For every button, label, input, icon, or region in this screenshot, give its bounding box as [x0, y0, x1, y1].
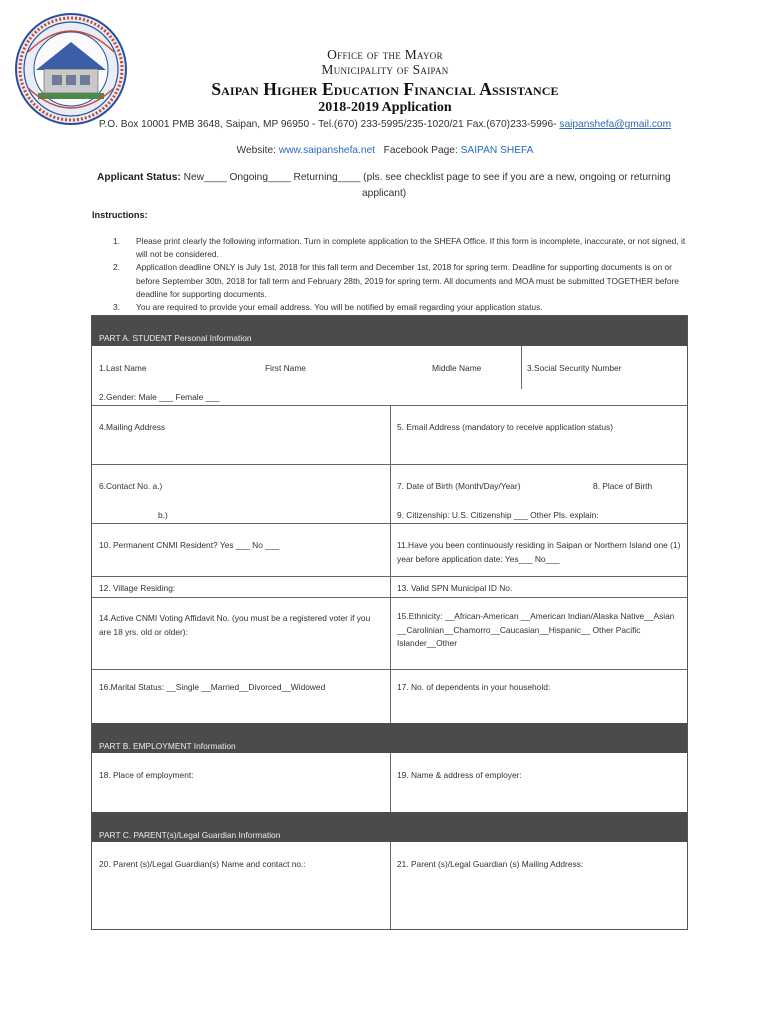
employer-field[interactable]: 19. Name & address of employer: — [397, 770, 522, 780]
website-line — [0, 145, 770, 156]
part-b-header: PART B. EMPLOYMENT Information — [92, 723, 687, 753]
facebook-label: Facebook Page: — [383, 145, 461, 156]
application-year: 2018-2019 Application — [318, 100, 452, 115]
place-of-birth-field[interactable]: 8. Place of Birth — [593, 481, 653, 491]
first-name-field[interactable]: First Name — [265, 363, 306, 373]
email-link[interactable]: saipanshefa@gmail.com — [559, 119, 672, 130]
office-of-mayor-heading: Office of the Mayor — [327, 47, 443, 62]
parent-name-field[interactable]: 20. Parent (s)/Legal Guardian(s) Name and contact no.: — [99, 859, 306, 869]
contact-number-b-field[interactable]: b.) — [158, 510, 168, 520]
dependents-field[interactable]: 17. No. of dependents in your household: — [397, 682, 551, 692]
contact-address: P.O. Box 10001 PMB 3648, Saipan, MP 96950 - Tel.(670) 233-5995/235-1020/21 Fax.(670)233-5996- — [98, 119, 560, 130]
applicant-status-options: New____ Ongoing____ Returning____ (pls. see checklist page to see if you are a new, ongoing or returning — [183, 172, 671, 183]
applicant-status-continuation: applicant) — [362, 188, 407, 199]
last-name-field[interactable]: 1.Last Name — [99, 363, 147, 373]
list-item: 1. Please print clearly the following information. Turn in complete application to the SHEFA Office. If this form is incomplete, inaccurate, or not signed, it will not be considered. — [113, 236, 686, 260]
middle-name-field[interactable]: Middle Name — [432, 363, 482, 373]
date-of-birth-field[interactable]: 7. Date of Birth (Month/Day/Year) — [397, 481, 521, 491]
website-link[interactable]: www.saipanshefa.net — [278, 145, 376, 156]
residing-field[interactable]: 11.Have you been continuously residing in Saipan or Northern Island one (1) year before application date: Yes___ No___ — [397, 540, 681, 564]
gender-field[interactable]: 2.Gender: Male ___ Female ___ — [99, 392, 220, 402]
program-title: Saipan Higher Education Financial Assistance — [211, 79, 559, 99]
permanent-resident-field[interactable]: 10. Permanent CNMI Resident? Yes ___ No ___ — [99, 540, 280, 550]
spn-id-field[interactable]: 13. Valid SPN Municipal ID No. — [397, 583, 513, 593]
instructions-list — [113, 235, 688, 314]
citizenship-field[interactable]: 9. Citizenship: U.S. Citizenship ___ Other Pls. explain: — [397, 510, 599, 520]
applicant-status-label: Applicant Status: — [97, 172, 181, 183]
contact-number-a-field[interactable]: 6.Contact No. a.) — [99, 481, 163, 491]
ssn-field[interactable]: 3.Social Security Number — [527, 363, 622, 373]
contact-line — [0, 119, 770, 130]
facebook-link[interactable]: SAIPAN SHEFA — [460, 145, 534, 156]
place-of-employment-field[interactable]: 18. Place of employment: — [99, 770, 194, 780]
applicant-status — [97, 170, 687, 202]
ethnicity-field[interactable]: 15.Ethnicity: __African-American __American Indian/Alaska Native__Asian __Carolinian__Chamorro__Caucasian__Hispanic__ Other Pacific Islander__Other — [397, 611, 675, 648]
list-item: 2. Application deadline ONLY is July 1st, 2018 for this fall term and December 1st, 2018 for spring term. Deadline for supporting documents is on or before September 30th, 2018 for fall term and February 28th, 2019 for spring term. All documents and MOA must be submitted TOGETHER before deadline for supporting documents. — [113, 262, 679, 299]
village-field[interactable]: 12. Village Residing: — [99, 583, 176, 593]
part-c-header: PART C. PARENT(s)/Legal Guardian Information — [92, 812, 687, 842]
instructions-heading: Instructions: — [92, 210, 148, 220]
mailing-address-field[interactable]: 4.Mailing Address — [99, 422, 166, 432]
email-address-field[interactable]: 5. Email Address (mandatory to receive application status) — [397, 422, 613, 432]
part-a-header: PART A. STUDENT Personal Information — [92, 316, 687, 346]
parent-address-field[interactable]: 21. Parent (s)/Legal Guardian (s) Mailing Address: — [397, 859, 584, 869]
application-form — [91, 315, 688, 930]
website-label: Website: — [236, 145, 279, 156]
voting-affidavit-field[interactable]: 14.Active CNMI Voting Affidavit No. (you must be a registered voter if you are 18 yrs. old or older): — [99, 613, 371, 637]
municipality-heading: Municipality of Saipan — [321, 62, 449, 77]
list-item: 3. You are required to provide your email address. You will be notified by email regarding your application status. — [113, 302, 543, 313]
marital-status-field[interactable]: 16.Marital Status: __Single __Married__Divorced__Widowed — [99, 682, 326, 692]
